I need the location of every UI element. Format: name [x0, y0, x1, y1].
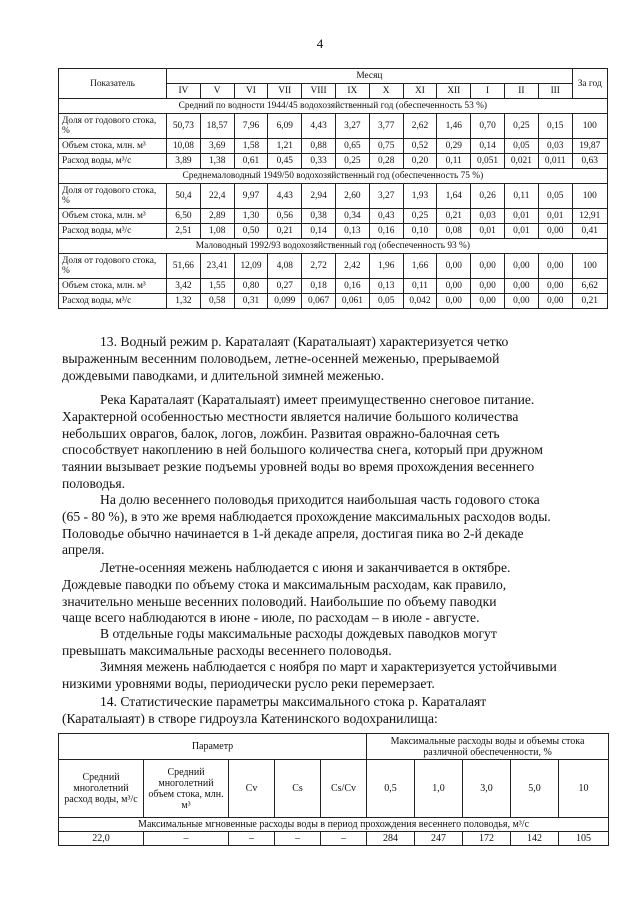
paragraph-flood — [62, 492, 606, 559]
column-header: Cv — [229, 760, 275, 818]
header-year: За год — [572, 69, 607, 99]
table-cell: 3,27 — [369, 184, 403, 209]
table-cell: 1,96 — [369, 254, 403, 279]
text-line: небольших оврагов, балок, логов, ложбин. Развитая овражно-балочная сеть — [62, 425, 500, 441]
table-cell: 0,00 — [504, 294, 538, 309]
table-cell: 100 — [572, 114, 607, 139]
row-label: Доля от годового стока, % — [59, 184, 167, 209]
table-cell: – — [275, 832, 321, 846]
table-cell: 0,43 — [369, 209, 403, 224]
paragraph-rain-floods — [62, 626, 606, 660]
row-label: Доля от годового стока, % — [59, 114, 167, 139]
table-cell: 22,0 — [59, 832, 144, 846]
table-cell: 0,021 — [504, 154, 538, 169]
header-month-cell: V — [200, 84, 234, 99]
paragraph-winter-low-water — [62, 659, 606, 693]
row-label: Доля от годового стока, % — [59, 254, 167, 279]
table-cell: 6,09 — [268, 114, 302, 139]
header-month-cell: XI — [403, 84, 437, 99]
table-cell: 0,70 — [471, 114, 505, 139]
table-cell: 0,16 — [369, 224, 403, 239]
table-cell: 0,11 — [403, 279, 437, 294]
table-cell: 0,26 — [471, 184, 505, 209]
table-cell: 9,97 — [234, 184, 268, 209]
table-row — [59, 294, 608, 309]
table-cell: 0,52 — [403, 139, 437, 154]
table-cell: 0,00 — [471, 279, 505, 294]
text-line: Река Караталаят (Караталыаят) имеет преимущественно снеговое питание. — [100, 392, 535, 407]
table-cell: 2,60 — [335, 184, 369, 209]
table-cell: 0,00 — [504, 279, 538, 294]
table-cell: 0,08 — [437, 224, 471, 239]
table-cell: 3,89 — [167, 154, 201, 169]
table-cell: 1,55 — [200, 279, 234, 294]
table-cell: 23,41 — [200, 254, 234, 279]
table-cell: – — [229, 832, 275, 846]
max-header: Максимальные расходы воды и объемы стока различной обеспеченности, % — [367, 734, 609, 760]
table-cell: 0,25 — [335, 154, 369, 169]
text-line: 13. Водный режим р. Караталаят (Караталыаят) характеризуется четко — [100, 334, 509, 349]
table-cell: – — [144, 832, 229, 846]
table-cell: 1,46 — [437, 114, 471, 139]
table-cell: 284 — [367, 832, 415, 846]
table-row — [59, 139, 608, 154]
text-line: дождевыми паводками, и длительной зимней меженью. — [62, 367, 385, 383]
table-cell: 12,91 — [572, 209, 607, 224]
paragraph-13 — [62, 334, 606, 384]
table-cell: 0,41 — [572, 224, 607, 239]
text-line: Характерной особенностью местности является наличие большого количества — [62, 408, 519, 424]
table-cell: 2,42 — [335, 254, 369, 279]
table-cell: 19,87 — [572, 139, 607, 154]
header-month-cell: XII — [437, 84, 471, 99]
row-label: Объем стока, млн. м³ — [59, 279, 167, 294]
table-cell: 0,042 — [403, 294, 437, 309]
table-cell: 1,08 — [200, 224, 234, 239]
table-cell: 0,10 — [403, 224, 437, 239]
table-cell: 0,13 — [369, 279, 403, 294]
table-cell: 0,01 — [504, 224, 538, 239]
paragraph-feeding — [62, 392, 606, 493]
section-title: Маловодный 1992/93 водохозяйственный год (обеспеченность 93 %) — [59, 239, 608, 254]
table-cell: 2,62 — [403, 114, 437, 139]
table-cell: 0,21 — [268, 224, 302, 239]
header-month-cell: II — [504, 84, 538, 99]
table-cell: 105 — [559, 832, 609, 846]
table-row — [59, 154, 608, 169]
table-cell: 0,75 — [369, 139, 403, 154]
section-title: Средний по водности 1944/45 водохозяйственный год (обеспеченность 53 %) — [59, 99, 608, 114]
table-cell: 0,56 — [268, 209, 302, 224]
paragraph-14 — [62, 694, 606, 728]
column-header: Cs — [275, 760, 321, 818]
header-indicator: Показатель — [59, 69, 167, 99]
table-cell: 0,21 — [572, 294, 607, 309]
table-cell: 0,21 — [437, 209, 471, 224]
table-cell: 0,63 — [572, 154, 607, 169]
table-cell: 0,16 — [335, 279, 369, 294]
table-cell: 0,00 — [471, 254, 505, 279]
table-cell: 0,34 — [335, 209, 369, 224]
row-label: Объем стока, млн. м³ — [59, 139, 167, 154]
table-cell: 0,00 — [538, 279, 572, 294]
header-month-cell: VIII — [302, 84, 336, 99]
table-cell: 0,25 — [504, 114, 538, 139]
table-cell: 0,38 — [302, 209, 336, 224]
table-cell: 3,27 — [335, 114, 369, 139]
table-cell: 0,13 — [335, 224, 369, 239]
text-line: Зимняя межень наблюдается с ноября по март и характеризуется устойчивыми — [100, 659, 557, 674]
table-cell: 0,05 — [369, 294, 403, 309]
text-line: значительно меньше весенних половодий. Наибольшие по объему паводки — [62, 593, 497, 609]
table-cell: 0,01 — [471, 224, 505, 239]
table-cell: 1,32 — [167, 294, 201, 309]
text-line: способствует накоплению в ней большого количества снега, который при дружном — [62, 442, 543, 458]
table-row — [59, 224, 608, 239]
param-header: Параметр — [59, 734, 367, 760]
text-line: 14. Статистические параметры максимального стока р. Караталаят — [100, 694, 487, 709]
table-cell: 3,77 — [369, 114, 403, 139]
column-header: Cs/Cv — [321, 760, 367, 818]
table-cell: 2,51 — [167, 224, 201, 239]
row-label: Расход воды, м³/с — [59, 294, 167, 309]
text-line: В отдельные годы максимальные расходы дождевых паводков могут — [100, 626, 497, 641]
page-number: 4 — [316, 36, 324, 51]
table-cell: 0,051 — [471, 154, 505, 169]
table-cell: 0,00 — [538, 294, 572, 309]
header-month-cell: VI — [234, 84, 268, 99]
table-cell: 1,30 — [234, 209, 268, 224]
table-cell: 6,50 — [167, 209, 201, 224]
table-cell: 0,11 — [437, 154, 471, 169]
header-month: Месяц — [167, 69, 573, 84]
table-row — [59, 184, 608, 209]
text-line: чаще всего наблюдаются в июне - июле, по расходам – в июле - августе. — [62, 610, 480, 626]
table-cell: 50,73 — [167, 114, 201, 139]
header-month-cell: X — [369, 84, 403, 99]
table-cell: 50,4 — [167, 184, 201, 209]
table-cell: 0,11 — [504, 184, 538, 209]
column-header: 5,0 — [511, 760, 559, 818]
table-cell: 0,27 — [268, 279, 302, 294]
table-cell: 100 — [572, 184, 607, 209]
table-cell: 0,18 — [302, 279, 336, 294]
text-line: выраженным весенним половодьем, летне-осенней меженью, прерываемой — [62, 350, 500, 366]
table-cell: 51,66 — [167, 254, 201, 279]
table-cell: 7,96 — [234, 114, 268, 139]
column-header: 0,5 — [367, 760, 415, 818]
row-label: Объем стока, млн. м³ — [59, 209, 167, 224]
table-cell: 0,061 — [335, 294, 369, 309]
table-cell: 1,58 — [234, 139, 268, 154]
text-line: апреля. — [62, 542, 105, 558]
table-row — [59, 209, 608, 224]
table-cell: 0,88 — [302, 139, 336, 154]
table-cell: 0,099 — [268, 294, 302, 309]
column-header: Средний многолетний объем стока, млн. м³ — [144, 760, 229, 818]
table-cell: 18,57 — [200, 114, 234, 139]
max-runoff-parameters-table — [58, 733, 609, 846]
text-line: половодья. — [62, 475, 125, 491]
header-month-cell: IV — [167, 84, 201, 99]
table-cell: 6,62 — [572, 279, 607, 294]
runoff-distribution-table — [58, 68, 608, 309]
table-cell: 1,38 — [200, 154, 234, 169]
row-label: Расход воды, м³/с — [59, 154, 167, 169]
table-cell: 2,94 — [302, 184, 336, 209]
row-label: Расход воды, м³/с — [59, 224, 167, 239]
text-line: На долю весеннего половодья приходится наибольшая часть годового стока — [100, 492, 540, 507]
table-row — [59, 114, 608, 139]
table-cell: 0,067 — [302, 294, 336, 309]
column-header: 1,0 — [415, 760, 463, 818]
table-row — [59, 279, 608, 294]
table-cell: 0,80 — [234, 279, 268, 294]
table-cell: 0,20 — [403, 154, 437, 169]
paragraph-summer-low-water — [62, 560, 606, 627]
table-cell: 100 — [572, 254, 607, 279]
table-cell: 0,25 — [403, 209, 437, 224]
table-cell: 0,05 — [504, 139, 538, 154]
table-cell: 0,011 — [538, 154, 572, 169]
section-title: Среднемаловодный 1949/50 водохозяйственный год (обеспеченность 75 %) — [59, 169, 608, 184]
t2-section-title: Максимальные мгновенные расходы воды в период прохождения весеннего половодья, м³/с — [59, 818, 609, 832]
table-cell: 3,42 — [167, 279, 201, 294]
table-cell: 0,03 — [471, 209, 505, 224]
text-line: Дождевые паводки по объему стока и максимальным расходам, как правило, — [62, 576, 507, 592]
table-cell: 1,21 — [268, 139, 302, 154]
text-line: (Караталыаят) в створе гидроузла Катенинского водохранилища: — [62, 710, 438, 726]
table-cell: 1,64 — [437, 184, 471, 209]
table-cell: 0,00 — [538, 254, 572, 279]
table-cell: 247 — [415, 832, 463, 846]
column-header: 10 — [559, 760, 609, 818]
table-cell: 22,4 — [200, 184, 234, 209]
table-cell: 2,89 — [200, 209, 234, 224]
table-cell: – — [321, 832, 367, 846]
table-cell: 4,43 — [268, 184, 302, 209]
table-cell: 1,66 — [403, 254, 437, 279]
table-cell: 4,43 — [302, 114, 336, 139]
table-cell: 0,14 — [471, 139, 505, 154]
header-month-cell: VII — [268, 84, 302, 99]
header-month-cell: I — [471, 84, 505, 99]
column-header: 3,0 — [463, 760, 511, 818]
table-cell: 2,72 — [302, 254, 336, 279]
table-cell: 0,00 — [471, 294, 505, 309]
table-row — [59, 254, 608, 279]
text-line: низкими уровнями воды, периодически русло реки перемерзает. — [62, 675, 435, 691]
table-cell: 0,31 — [234, 294, 268, 309]
table-cell: 0,00 — [437, 279, 471, 294]
table-cell: 0,00 — [504, 254, 538, 279]
table-cell: 0,50 — [234, 224, 268, 239]
table-cell: 0,03 — [538, 139, 572, 154]
text-line: таянии вызывает резкие подъемы уровней воды во время прохождения весеннего — [62, 459, 535, 475]
header-month-cell: III — [538, 84, 572, 99]
table-cell: 0,33 — [302, 154, 336, 169]
table-cell: 0,05 — [538, 184, 572, 209]
text-line: превышать максимальные расходы весеннего половодья. — [62, 642, 392, 658]
table-cell: 1,93 — [403, 184, 437, 209]
table-cell: 3,69 — [200, 139, 234, 154]
table-cell: 0,01 — [504, 209, 538, 224]
table-cell: 0,28 — [369, 154, 403, 169]
table-cell: 0,00 — [437, 294, 471, 309]
table-cell: 0,15 — [538, 114, 572, 139]
column-header: Средний многолетний расход воды, м³/с — [59, 760, 144, 818]
table-cell: 0,00 — [538, 224, 572, 239]
text-line: Половодье обычно начинается в 1-й декаде апреля, достигая пика во 2-й декаде — [62, 525, 524, 541]
table-cell: 0,01 — [538, 209, 572, 224]
table-cell: 0,58 — [200, 294, 234, 309]
text-line: Летне-осенняя межень наблюдается с июня и заканчивается в октябре. — [100, 560, 511, 575]
text-line: (65 - 80 %), в это же время наблюдается прохождение максимальных расходов воды. — [62, 508, 551, 524]
header-month-cell: IX — [335, 84, 369, 99]
table-cell: 0,00 — [437, 254, 471, 279]
table-cell: 142 — [511, 832, 559, 846]
table-cell: 10,08 — [167, 139, 201, 154]
table-cell: 12,09 — [234, 254, 268, 279]
table-cell: 0,65 — [335, 139, 369, 154]
table-cell: 0,14 — [302, 224, 336, 239]
table-cell: 4,08 — [268, 254, 302, 279]
table-cell: 0,45 — [268, 154, 302, 169]
table-cell: 172 — [463, 832, 511, 846]
table-cell: 0,29 — [437, 139, 471, 154]
table-cell: 0,61 — [234, 154, 268, 169]
